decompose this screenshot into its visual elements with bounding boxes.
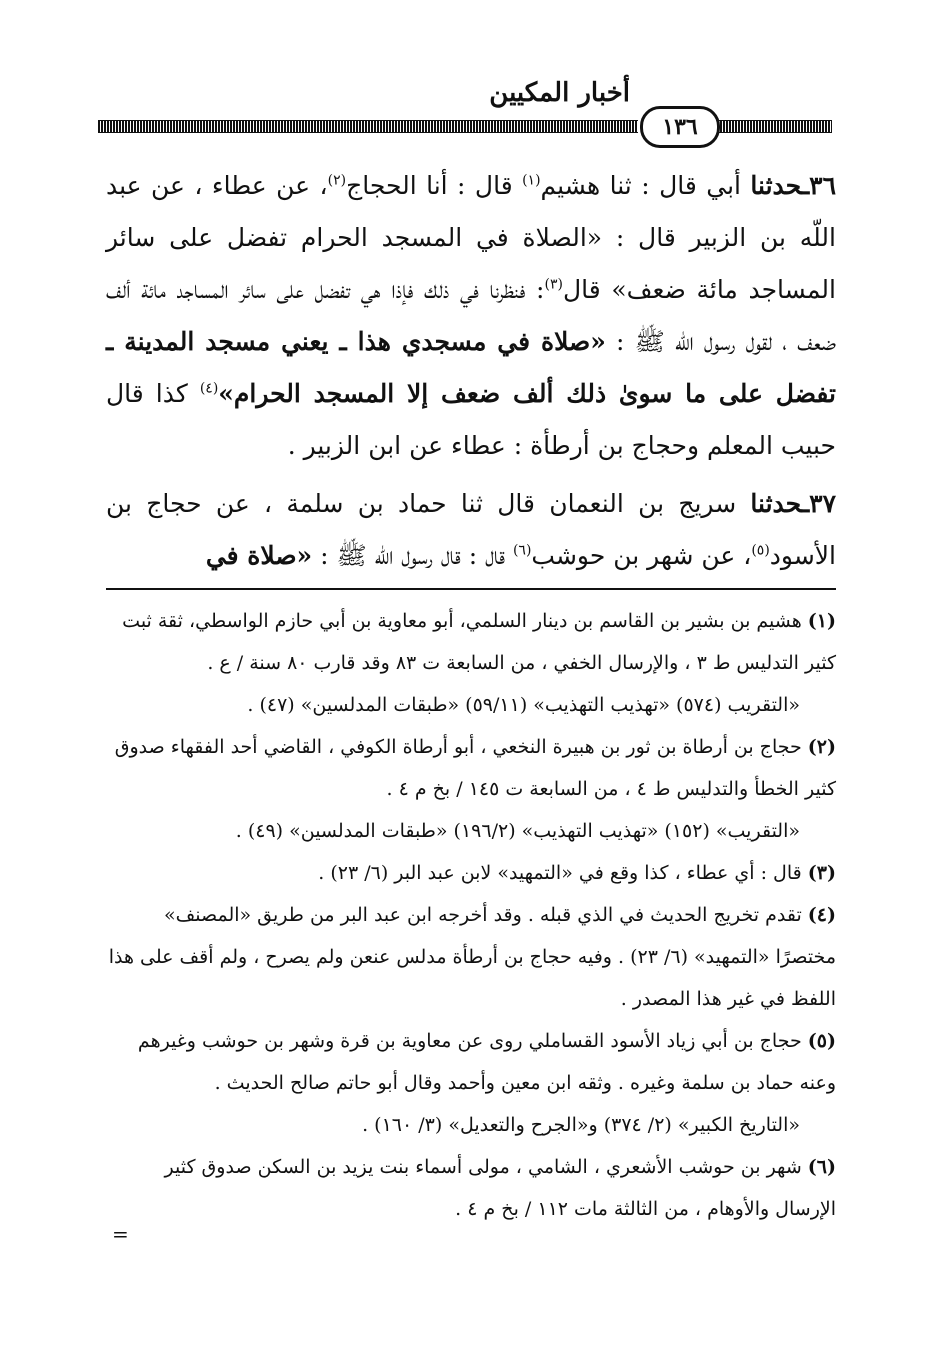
- hadith-number: ٣٦: [809, 171, 836, 200]
- footnote-ref: (٤): [199, 380, 219, 397]
- header-rule-left: [98, 120, 638, 133]
- hadith-37: ٣٧ـحدثنا سريج بن النعمان قال ثنا حماد بن سلمة ، عن حجاج بن الأسود$^{(٥)}$، عن شهر بن حوشب$^{(٦)}$ قال : قال رسول اللّه ﷺ : «صلاة في: [106, 489, 836, 570]
- hadith-lead: حدثنا: [750, 489, 802, 518]
- hadith-text: قال : أنا الحجاج: [346, 171, 523, 200]
- hadith-text: ، عن شهر بن حوشب: [531, 541, 752, 570]
- footnote-ref: (٦): [512, 542, 532, 559]
- page-number-badge: [640, 106, 720, 148]
- footnote-ref: (٥): [751, 542, 770, 559]
- hadith-text: سريج بن النعمان قال ثنا حماد بن سلمة ، عن حجاج بن الأسود: [106, 489, 836, 570]
- hadith-36: ٣٦ـحدثنا أبي قال : ثنا هشيم$^{(١)}$ قال : أنا الحجاج$^{(٢)}$، عن عطاء ، عن عبد اللّه بن الزبير قال : «الصلاة في المسجد الحرام تفضل على سائر المساجد مائة ضعف» قال$^{(٣)}$: فنظرنا في ذلك فإذا هي تفضل على سائر المساجد مائة ألف ضعف ، لقول رسول اللّه ﷺ : «صلاة في مسجدي هذا ـ يعني مسجد المدينة ـ تفضل على ما سوىٰ ذلك ألف ضعف إلا المسجد الحرام»$^{(٤)}$ كذا قال حبيب المعلم وحجاج بن أرطأة : عطاء عن ابن الزبير .: [106, 171, 837, 460]
- hadith-text: كذا قال حبيب المعلم وحجاج بن أرطأة : عطاء عن ابن الزبير .: [106, 379, 836, 460]
- footnote-text: قال : أي عطاء ، كذا وقع في «التمهيد» لابن عبد البر (٦/ ٢٣) .: [318, 862, 808, 884]
- footnote-separator: [106, 588, 836, 590]
- footnote-6: [101, 1146, 836, 1230]
- continuation-mark: =: [112, 1222, 129, 1246]
- footnote-number: (٣): [807, 862, 836, 884]
- hadith-quote: «صلاة في مسجدي هذا ـ يعني مسجد المدينة ـ تفضل على ما سوىٰ ذلك ألف ضعف إلا المسجد الحرام»: [106, 327, 836, 408]
- footnote-ref: (١): [522, 172, 541, 189]
- hadith-number: ٣٧: [809, 489, 836, 518]
- footnote-text: تقدم تخريج الحديث في الذي قبله . وقد أخرجه ابن عبد البر من طريق «المصنف» مختصرًا «التمهيد» (٦/ ٢٣) . وفيه حجاج بن أرطأة مدلس عنعن ولم يصرح ، ولم أقف على هذا اللفظ في غير هذا المصدر .: [108, 904, 836, 1010]
- footnote-4: [101, 894, 836, 1020]
- footnote-1: [101, 600, 836, 726]
- footnote-number: (٢): [807, 736, 836, 758]
- main-text: [106, 160, 836, 582]
- footnote-text: حجاج بن أبي زياد الأسود القساملي روى عن معاوية بن قرة وشهر بن حوشب وغيرهم وعنه حماد بن سلمة وغيره . وثقه ابن معين وأحمد وقال أبو حاتم صالح الحديث .: [137, 1030, 836, 1094]
- hadith-text: ، عن عطاء ، عن عبد اللّه بن الزبير قال : «الصلاة في المسجد الحرام تفضل على سائر المساجد مائة ضعف» قال: [106, 171, 836, 304]
- footnote-number: (٥): [807, 1030, 836, 1052]
- footnote-5: [101, 1020, 836, 1146]
- hadith-lead: حدثنا: [750, 171, 802, 200]
- footnote-citation: «التقريب» (١٥٢) «تهذيب التهذيب» (١٩٦/٢) «طبقات المدلسين» (٤٩) .: [235, 820, 800, 842]
- page-number: ١٣٦: [662, 114, 698, 140]
- footnotes: [101, 600, 836, 1230]
- hadith-quote: «صلاة في: [205, 541, 313, 570]
- footnote-text: هشيم بن بشير بن القاسم بن دينار السلمي، أبو معاوية بن أبي حازم الواسطي، ثقة ثبت كثير التدليس ط ٣ ، والإرسال الخفي ، من السابعة ت ٨٣ وقد قارب ٨٠ سنة / ع .: [122, 610, 836, 674]
- footnote-number: (١): [807, 610, 836, 632]
- hadith-text: : فنظرنا في ذلك فإذا هي تفضل على سائر المساجد مائة ألف ضعف ، لقول رسول اللّه ﷺ :: [106, 275, 837, 356]
- footnote-number: (٤): [807, 904, 836, 926]
- footnote-ref: (٢): [327, 172, 347, 189]
- footnote-citation: «التقريب (٥٧٤) «تهذيب التهذيب» (٥٩/١١) «طبقات المدلسين» (٤٧) .: [247, 694, 800, 716]
- footnote-citation: «التاريخ الكبير» (٢/ ٣٧٤) و«الجرح والتعديل» (٣/ ١٦٠) .: [362, 1114, 800, 1136]
- footnote-2: [101, 726, 836, 852]
- hadith-text: قال : قال رسول اللّه ﷺ :: [312, 541, 513, 570]
- hadith-text: أبي قال : ثنا هشيم: [540, 171, 751, 200]
- footnote-ref: (٣): [544, 276, 563, 293]
- footnote-3: [101, 852, 836, 894]
- footnote-number: (٦): [807, 1156, 836, 1178]
- header-rule-right: [717, 120, 832, 133]
- footnote-text: حجاج بن أرطاة بن ثور بن هبيرة النخعي ، أبو أرطاة الكوفي ، القاضي أحد الفقهاء صدوق كثير الخطأ والتدليس ط ٤ ، من السابعة ت ١٤٥ / بخ م ٤ .: [114, 736, 836, 800]
- running-title: أخبار المكيين: [489, 78, 630, 108]
- footnote-text: شهر بن حوشب الأشعري ، الشامي ، مولى أسماء بنت يزيد بن السكن صدوق كثير الإرسال والأوهام ، من الثالثة مات ١١٢ / بخ م ٤ .: [164, 1156, 836, 1220]
